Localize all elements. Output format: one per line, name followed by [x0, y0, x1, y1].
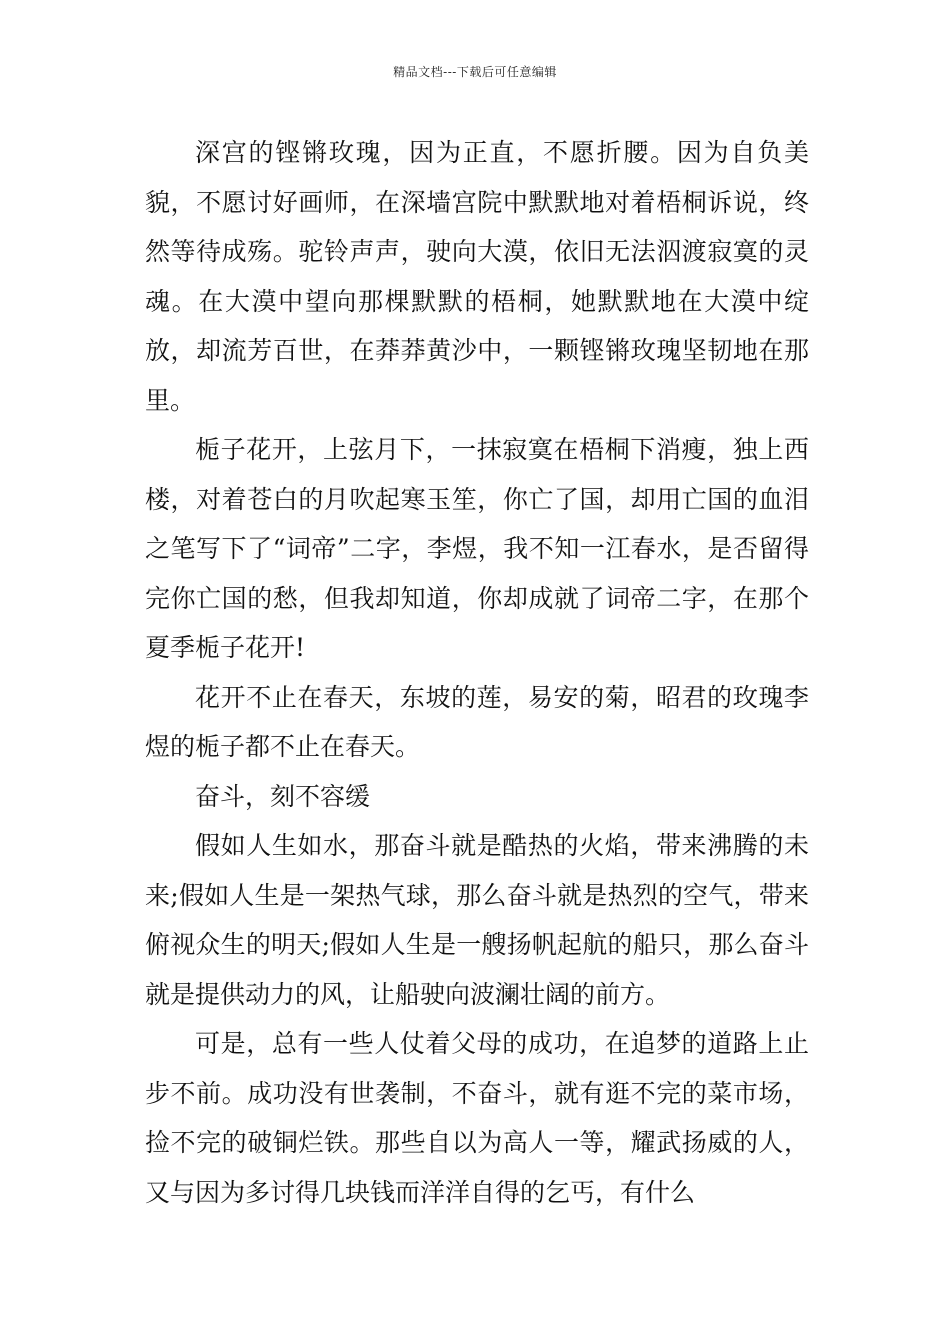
paragraph-wang-zhaojun: 深宫的铿锵玫瑰，因为正直，不愿折腰。因为自负美貌，不愿讨好画师，在深墙宫院中默默地对着梧桐诉说，终然等待成殇。驼铃声声，驶向大漠，依旧无法泅渡寂寞的灵魂。在大漠中望向那棵默默的梧桐，她默默地在大漠中绽放，却流芳百世，在莽莽黄沙中，一颗铿锵玫瑰坚韧地在那里。	[145, 138, 809, 415]
page-header: 精品文档---下载后可任意编辑	[393, 65, 557, 79]
paragraph-li-yu: 栀子花开，上弦月下，一抹寂寞在梧桐下消瘦，独上西楼，对着苍白的月吹起寒玉笙，你亡了国，却用亡国的血泪之笔写下了“词帝”二字，李煜，我不知一江春水，是否留得完你亡国的愁，但我却知道，你却成就了词帝二字，在那个夏季栀子花开!	[145, 435, 809, 662]
paragraph-flowers-not-only-spring: 花开不止在春天，东坡的莲，易安的菊，昭君的玫瑰李煜的栀子都不止在春天。	[145, 682, 809, 761]
document-body	[145, 128, 809, 1217]
paragraph-success-not-hereditary: 可是，总有一些人仗着父母的成功，在追梦的道路上止步不前。成功没有世袭制，不奋斗，就有逛不完的菜市场，捡不完的破铜烂铁。那些自以为高人一等，耀武扬威的人，又与因为多讨得几块钱而洋洋自得的乞丐，有什么	[145, 1029, 809, 1207]
paragraph-if-life-is-water: 假如人生如水，那奋斗就是酷热的火焰，带来沸腾的未来;假如人生是一架热气球，那么奋斗就是热烈的空气，带来俯视众生的明天;假如人生是一艘扬帆起航的船只，那么奋斗就是提供动力的风，让船驶向波澜壮阔的前方。	[145, 831, 809, 1009]
essay-title-struggle: 奋斗，刻不容缓	[195, 781, 371, 811]
